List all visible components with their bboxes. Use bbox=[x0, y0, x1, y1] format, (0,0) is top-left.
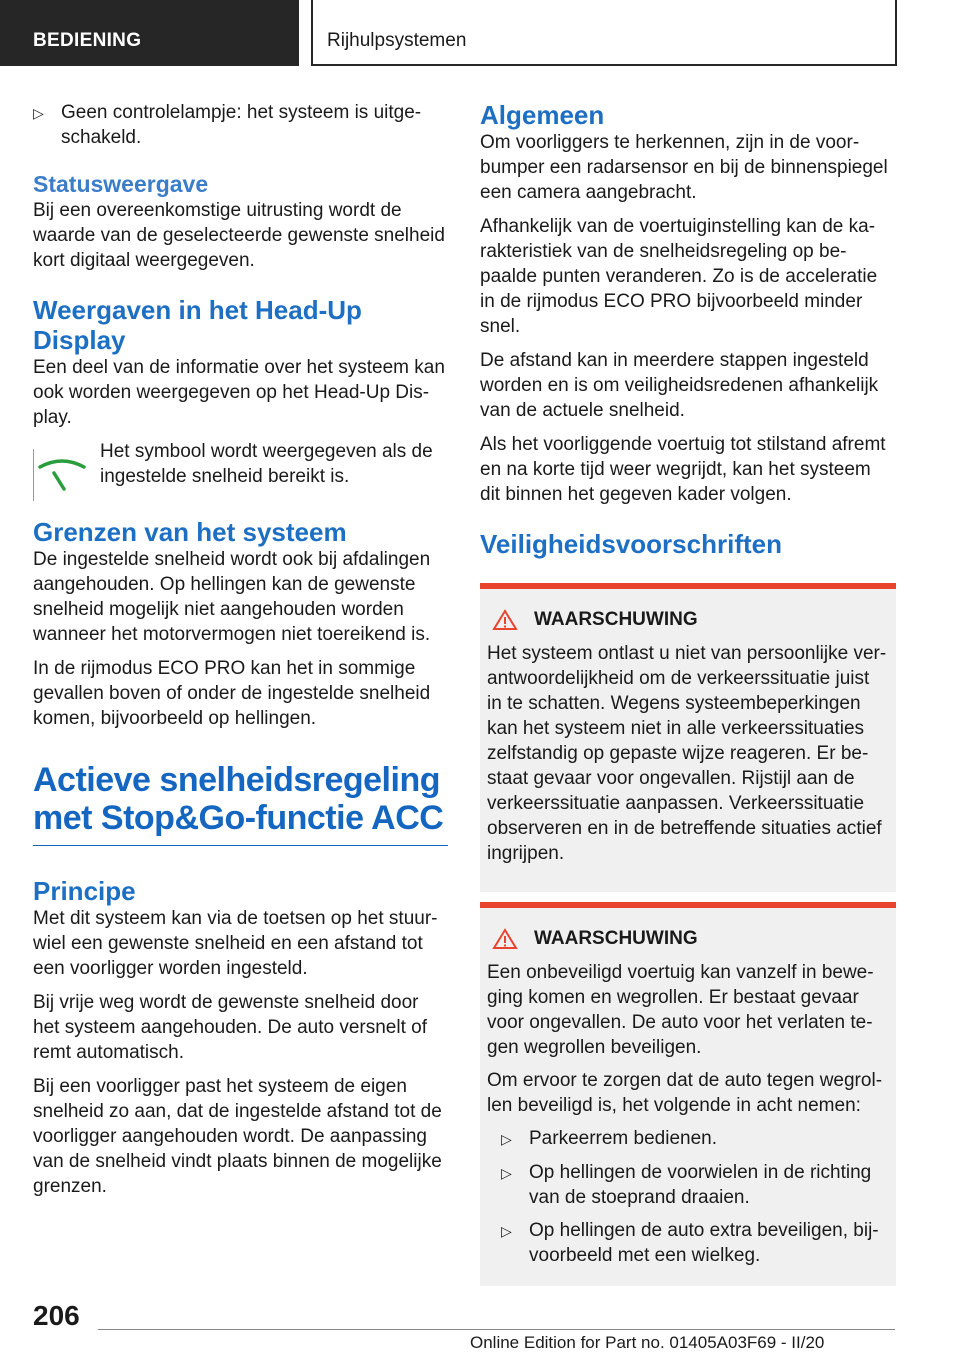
footer-divider bbox=[98, 1329, 895, 1330]
list-item bbox=[33, 100, 448, 150]
footer-edition: Online Edition for Part no. 01405A03F69 - II/20 bbox=[470, 1333, 825, 1352]
symbol-description: Het symbool wordt weergegeven als de ingestelde snelheid bereikt is. bbox=[100, 441, 433, 487]
warning-text: Om ervoor te zorgen dat de auto tegen wegrollen beveiligd is, het volgende in acht nemen: bbox=[487, 1070, 883, 1116]
section-heading-principe: Principe bbox=[33, 876, 136, 906]
section-heading-veiligheid: Veiligheidsvoorschriften bbox=[480, 529, 782, 559]
bullet-text: Op hellingen de voorwielen in de richting van de stoeprand draaien. bbox=[529, 1162, 872, 1208]
triangle-bullet-icon: ▷ bbox=[501, 1223, 512, 1239]
bullet-text: Parkeerrem bedienen. bbox=[529, 1128, 717, 1149]
header-chapter-tab bbox=[311, 0, 897, 66]
triangle-bullet-icon: ▷ bbox=[501, 1165, 512, 1181]
list-item bbox=[501, 1126, 888, 1152]
paragraph: De ingestelde snelheid wordt ook bij afdalingen aangehouden. Op hellingen kan de gewenste snelheid mogelijk niet aangehouden worden wanneer het motorvermogen niet toereikend is. bbox=[33, 549, 431, 645]
paragraph: Met dit systeem kan via de toetsen op het stuurwiel een gewenste snelheid en een afstand tot een voorligger worden ingesteld. bbox=[33, 908, 438, 979]
symbol-row bbox=[33, 439, 448, 501]
paragraph: Bij een overeenkomstige uitrusting wordt de waarde van de geselecteerde gewenste snelheid kort digitaal weergegeven. bbox=[33, 200, 445, 271]
warning-box bbox=[480, 583, 896, 892]
list-item bbox=[501, 1160, 888, 1210]
triangle-bullet-icon: ▷ bbox=[33, 105, 44, 121]
speed-reached-symbol-icon bbox=[33, 449, 90, 501]
bullet-text: Geen controlelampje: het systeem is uitgeschakeld. bbox=[61, 102, 422, 148]
paragraph: De afstand kan in meerdere stappen ingesteld worden en is om veiligheidsredenen afhankelijk van de actuele snelheid. bbox=[480, 350, 879, 421]
chapter-title: Actieve snelheidsregeling met Stop&Go-functie ACC bbox=[33, 761, 444, 837]
warning-label: WAARSCHUWING bbox=[534, 928, 698, 949]
section-heading-grenzen: Grenzen van het systeem bbox=[33, 517, 347, 547]
warning-text: Een onbeveiligd voertuig kan vanzelf in beweging komen en wegrollen. Er bestaat gevaar voor ongevallen. De auto voor het verlaten tegen wegrollen beveiligen. bbox=[487, 962, 874, 1058]
warning-header bbox=[487, 928, 888, 950]
section-heading-hud: Weergaven in het Head-Up Display bbox=[33, 295, 362, 355]
page-number: 206 bbox=[33, 1300, 80, 1331]
triangle-bullet-icon: ▷ bbox=[501, 1131, 512, 1147]
paragraph: Een deel van de informatie over het systeem kan ook worden weergegeven op het Head-Up Display. bbox=[33, 357, 445, 428]
warning-triangle-icon bbox=[492, 609, 518, 631]
warning-triangle-icon bbox=[492, 928, 518, 950]
warning-header bbox=[487, 609, 888, 631]
warning-box bbox=[480, 902, 896, 1286]
warning-text: Het systeem ontlast u niet van persoonlijke verantwoordelijkheid om de verkeerssituatie juist in te schatten. Wegens systeembeperkingen kan het systeem niet in alle verkeerssituaties zelfstandig op gepaste wijze reageren. Er bestaat gevaar voor ongevallen. Rijstijl aan de verkeerssituatie aanpassen. Verkeerssituatie observeren en in de betreffende situaties actief ingrijpen. bbox=[487, 643, 887, 864]
list-item bbox=[501, 1218, 888, 1268]
header-section-tab bbox=[0, 0, 299, 66]
paragraph: Bij een voorligger past het systeem de eigen snelheid zo aan, dat de ingestelde afstand tot de voorligger aangehouden wordt. De aanpassing van de snelheid vindt plaats binnen de mogelijke grenzen. bbox=[33, 1076, 442, 1197]
left-column bbox=[33, 100, 448, 1208]
paragraph: In de rijmodus ECO PRO kan het in sommige gevallen boven of onder de ingestelde snelheid komen, bijvoorbeeld op hellingen. bbox=[33, 658, 431, 729]
paragraph: Afhankelijk van de voertuiginstelling kan de karakteristiek van de snelheidsregeling op bepaalde punten veranderen. Zo is de acceleratie in de rijmodus ECO PRO bijvoorbeeld minder snel. bbox=[480, 216, 878, 337]
divider bbox=[33, 845, 448, 846]
warning-label: WAARSCHUWING bbox=[534, 609, 698, 630]
paragraph: Om voorliggers te herkennen, zijn in de voorbumper een radarsensor en bij de binnenspiegel een camera aangebracht. bbox=[480, 132, 888, 203]
section-heading-algemeen: Algemeen bbox=[480, 100, 605, 130]
bullet-text: Op hellingen de auto extra beveiligen, bijvoorbeeld met een wielkeg. bbox=[529, 1220, 879, 1266]
paragraph: Als het voorliggende voertuig tot stilstand afremt en na korte tijd weer wegrijdt, kan het systeem dit binnen het gegeven kader volgen. bbox=[480, 434, 886, 505]
paragraph: Bij vrije weg wordt de gewenste snelheid door het systeem aangehouden. De auto versnelt of remt automatisch. bbox=[33, 992, 427, 1063]
right-column bbox=[480, 100, 896, 1286]
section-heading-statusweergave: Statusweergave bbox=[33, 171, 209, 197]
header-chapter-label: Rijhulpsystemen bbox=[327, 30, 467, 51]
header-section-label: BEDIENING bbox=[33, 30, 142, 51]
